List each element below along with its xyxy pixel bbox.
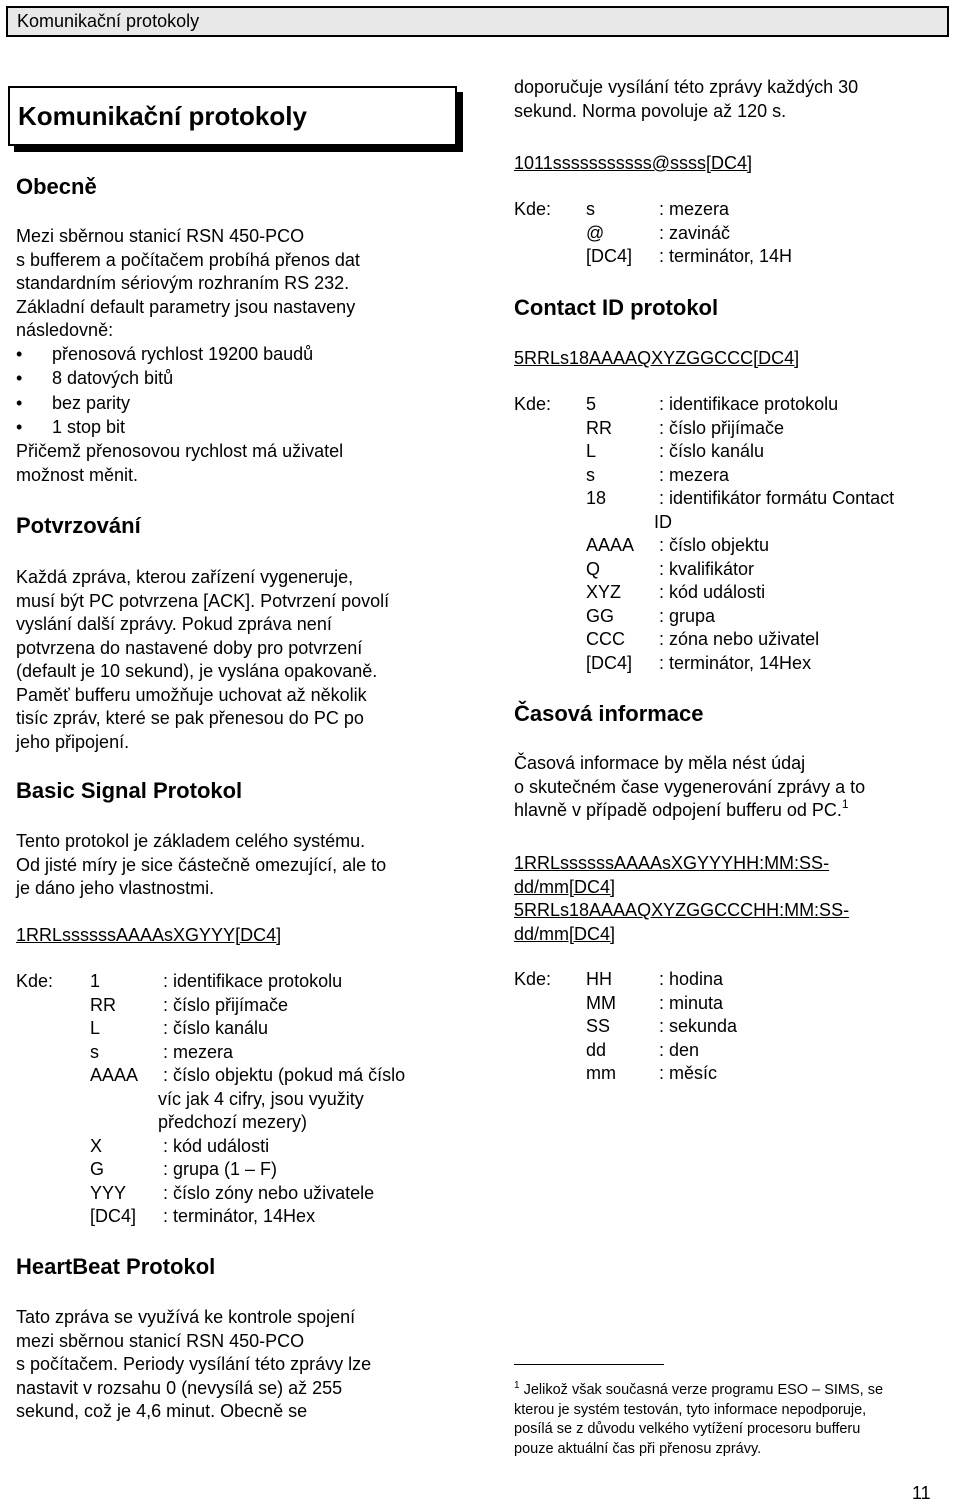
field-code: HH bbox=[586, 969, 612, 989]
field-code: Q bbox=[586, 558, 601, 579]
contact-format: 5RRLs18AAAAQXYZGGCCC[DC4] bbox=[514, 348, 800, 368]
field-code: XYZ bbox=[586, 582, 622, 602]
text-line: sekund. Norma povoluje až 120 s. bbox=[514, 100, 787, 121]
field-row bbox=[514, 245, 944, 269]
field-code: G bbox=[90, 1159, 105, 1179]
text-line: Přičemž přenosovou rychlost má uživatel bbox=[16, 441, 344, 461]
text-line: možnost měnit. bbox=[16, 464, 139, 485]
field-code: CCC bbox=[586, 629, 625, 649]
section-heading-heartbeat: HeartBeat Protokol bbox=[16, 1254, 216, 1279]
field-code: [DC4] bbox=[90, 1206, 137, 1226]
field-code: GG bbox=[586, 605, 615, 626]
field-description: ID bbox=[654, 511, 672, 532]
field-row bbox=[16, 970, 466, 994]
field-description: : grupa bbox=[659, 605, 716, 626]
text-line: o skutečném čase vygenerování zprávy a to bbox=[514, 776, 866, 797]
text-line: následovně: bbox=[16, 320, 114, 340]
footnote-mark: 1 bbox=[514, 1380, 520, 1391]
text-line: doporučuje vysílání této zprávy každých 30 bbox=[514, 77, 859, 97]
obecne-bullet-list bbox=[16, 342, 313, 439]
field-code: s bbox=[90, 1041, 99, 1062]
section-heading-basic: Basic Signal Protokol bbox=[16, 778, 243, 803]
text-line: Tento protokol je základem celého systému. bbox=[16, 831, 366, 851]
field-row bbox=[514, 534, 944, 558]
field-description: : číslo zóny nebo uživatele bbox=[163, 1182, 375, 1203]
bullet-item: • bez parity bbox=[16, 391, 313, 415]
field-description: : zóna nebo uživatel bbox=[659, 629, 820, 649]
kde-label: Kde: bbox=[16, 971, 54, 991]
footnote-text bbox=[514, 1382, 883, 1457]
field-row bbox=[16, 1064, 466, 1088]
section-heading-casova: Časová informace bbox=[514, 701, 704, 726]
section-heading-contact-id: Contact ID protokol bbox=[514, 295, 719, 320]
field-description: : minuta bbox=[659, 992, 724, 1013]
field-code: 1 bbox=[90, 971, 101, 991]
field-row bbox=[514, 558, 944, 582]
casova-formats bbox=[514, 852, 849, 946]
bullet-item: • přenosová rychlost 19200 baudů bbox=[16, 342, 313, 366]
text-line: dd/mm[DC4] bbox=[514, 923, 616, 944]
field-description: : číslo objektu bbox=[659, 535, 770, 555]
heartbeat-fields bbox=[514, 198, 944, 269]
text-line: (default je 10 sekund), je vyslána opakovaně. bbox=[16, 661, 378, 681]
text-line: posílá se z důvodu velkého vytížení procesoru bufferu bbox=[514, 1421, 861, 1437]
kde-label: Kde: bbox=[514, 199, 552, 219]
field-description: : grupa (1 – F) bbox=[163, 1159, 278, 1179]
field-code: [DC4] bbox=[586, 246, 633, 266]
section-heading-obecne: Obecně bbox=[16, 174, 97, 199]
page-header: Komunikační protokoly bbox=[6, 6, 949, 37]
field-description: : číslo přijímače bbox=[163, 994, 289, 1015]
text-line: Od jisté míry je sice částečně omezující, ale to bbox=[16, 854, 387, 875]
field-description: : terminátor, 14Hex bbox=[659, 652, 812, 673]
text-line: s počítačem. Periody vysílání této zprávy lze bbox=[16, 1354, 372, 1374]
text-line: potvrzena do nastavené doby pro potvrzení bbox=[16, 637, 363, 658]
field-description: : identifikace protokolu bbox=[659, 394, 839, 414]
field-code: mm bbox=[586, 1063, 616, 1083]
text-line: sekund, což je 4,6 minut. Obecně se bbox=[16, 1401, 308, 1421]
field-row bbox=[16, 1111, 466, 1135]
field-row bbox=[514, 968, 944, 992]
field-description: : kvalifikátor bbox=[659, 558, 755, 579]
text-line: mezi sběrnou stanicí RSN 450-PCO bbox=[16, 1330, 305, 1351]
field-description: : mezera bbox=[659, 464, 730, 485]
text-line: Tato zpráva se využívá ke kontrole spojení bbox=[16, 1307, 356, 1327]
field-row bbox=[16, 1205, 466, 1229]
heartbeat-text-continued bbox=[514, 76, 858, 123]
text-line: vyslání další zprávy. Pokud zpráva není bbox=[16, 614, 332, 634]
text-line: Časová informace by měla nést údaj bbox=[514, 753, 806, 773]
text-line: hlavně v případě odpojení bufferu od PC. bbox=[514, 800, 842, 820]
field-description: : kód události bbox=[163, 1135, 270, 1156]
field-code: s bbox=[586, 199, 595, 219]
field-description: : sekunda bbox=[659, 1016, 738, 1036]
text-line: pouze aktuální čas při přenosu zprávy. bbox=[514, 1440, 762, 1457]
field-row bbox=[514, 652, 944, 676]
field-description: : číslo přijímače bbox=[659, 417, 785, 438]
field-row bbox=[514, 464, 944, 488]
text-line: Paměť bufferu umožňuje uchovat až několik bbox=[16, 684, 367, 705]
contact-fields bbox=[514, 393, 944, 675]
basic-format: 1RRLssssssAAAAsXGYYY[DC4] bbox=[16, 925, 282, 945]
text-line: Každá zpráva, kterou zařízení vygeneruje, bbox=[16, 567, 354, 587]
field-row bbox=[16, 994, 466, 1018]
text-line: nastavit v rozsahu 0 (nevysílá se) až 255 bbox=[16, 1377, 343, 1398]
text-line: 5RRLs18AAAAQXYZGGCCCHH:MM:SS- bbox=[514, 900, 850, 920]
field-row bbox=[16, 1088, 466, 1112]
field-description: : zavináč bbox=[659, 222, 731, 243]
footnote-reference[interactable]: 1 bbox=[841, 797, 849, 811]
text-line: jeho připojení. bbox=[16, 731, 130, 752]
bullet-item: • 1 stop bit bbox=[16, 415, 313, 439]
field-row bbox=[514, 1062, 944, 1086]
field-row bbox=[514, 628, 944, 652]
field-code: [DC4] bbox=[586, 652, 633, 673]
field-description: : číslo kanálu bbox=[163, 1018, 269, 1038]
field-code: L bbox=[586, 441, 597, 461]
heartbeat-format: 1011sssssssssss@ssss[DC4] bbox=[514, 153, 752, 173]
bullet-item: • 8 datových bitů bbox=[16, 366, 313, 390]
casova-fields bbox=[514, 968, 944, 1086]
field-description: : hodina bbox=[659, 969, 724, 989]
field-description: : číslo objektu (pokud má číslo bbox=[163, 1065, 406, 1085]
field-code: AAAA bbox=[586, 535, 635, 555]
field-description: předchozí mezery) bbox=[158, 1112, 308, 1132]
text-line: Základní default parametry jsou nastaveny bbox=[16, 296, 356, 317]
kde-label: Kde: bbox=[514, 394, 552, 414]
field-row bbox=[514, 417, 944, 441]
obecne-intro bbox=[16, 225, 360, 343]
field-description: víc jak 4 cifry, jsou využity bbox=[158, 1088, 364, 1109]
field-code: MM bbox=[586, 992, 616, 1013]
obecne-outro bbox=[16, 440, 343, 487]
field-row bbox=[16, 1158, 466, 1182]
field-code: AAAA bbox=[90, 1065, 139, 1085]
field-row bbox=[16, 1041, 466, 1065]
field-row bbox=[16, 1182, 466, 1206]
section-heading-potvrzovani: Potvrzování bbox=[16, 513, 141, 538]
field-code: X bbox=[90, 1135, 103, 1156]
field-description: : terminátor, 14H bbox=[659, 246, 793, 266]
basic-text bbox=[16, 830, 386, 901]
field-row bbox=[16, 1017, 466, 1041]
field-description: : kód události bbox=[659, 582, 766, 602]
text-line: dd/mm[DC4] bbox=[514, 876, 616, 897]
field-code: 18 bbox=[586, 488, 607, 508]
field-description: : mezera bbox=[163, 1041, 234, 1062]
field-code: 5 bbox=[586, 394, 597, 414]
potvrzovani-text bbox=[16, 566, 389, 754]
heartbeat-text bbox=[16, 1306, 371, 1424]
text-line: Jelikož však současná verze programu ESO – SIMS, se bbox=[523, 1382, 884, 1398]
field-description: : měsíc bbox=[659, 1063, 718, 1083]
footnote bbox=[514, 1381, 944, 1459]
field-description: : den bbox=[659, 1039, 700, 1060]
field-row bbox=[514, 581, 944, 605]
field-row bbox=[514, 1015, 944, 1039]
kde-label: Kde: bbox=[514, 969, 552, 989]
text-line: musí být PC potvrzena [ACK]. Potvrzení povolí bbox=[16, 590, 390, 611]
field-code: RR bbox=[90, 994, 116, 1015]
page-number: 11 bbox=[912, 1483, 931, 1503]
text-line: Mezi sběrnou stanicí RSN 450-PCO bbox=[16, 226, 305, 246]
field-row bbox=[514, 440, 944, 464]
field-description: : identifikátor formátu Contact bbox=[659, 488, 895, 508]
field-code: L bbox=[90, 1018, 101, 1038]
field-code: SS bbox=[586, 1016, 611, 1036]
text-line: s bufferem a počítačem probíhá přenos dat bbox=[16, 249, 360, 270]
field-row bbox=[514, 1039, 944, 1063]
text-line: 1RRLssssssAAAAsXGYYYHH:MM:SS- bbox=[514, 853, 830, 873]
field-description: : mezera bbox=[659, 199, 730, 219]
field-row bbox=[514, 222, 944, 246]
field-description: : číslo kanálu bbox=[659, 441, 765, 461]
field-description: : terminátor, 14Hex bbox=[163, 1206, 316, 1226]
field-row bbox=[514, 198, 944, 222]
field-row bbox=[514, 605, 944, 629]
text-line: tisíc zpráv, které se pak přenesou do PC po bbox=[16, 708, 364, 728]
footnote-divider bbox=[514, 1364, 664, 1365]
field-row bbox=[514, 487, 944, 511]
field-code: @ bbox=[586, 222, 605, 243]
field-code: s bbox=[586, 464, 595, 485]
field-row bbox=[16, 1135, 466, 1159]
field-description: : identifikace protokolu bbox=[163, 971, 343, 991]
field-code: YYY bbox=[90, 1182, 127, 1203]
text-line: standardním sériovým rozhraním RS 232. bbox=[16, 273, 350, 293]
field-code: RR bbox=[586, 417, 612, 438]
field-row bbox=[514, 511, 944, 535]
casova-text bbox=[514, 752, 865, 823]
text-line: kterou je systém testován, tyto informace nepodporuje, bbox=[514, 1401, 867, 1418]
field-row bbox=[514, 393, 944, 417]
text-line: je dáno jeho vlastnostmi. bbox=[16, 878, 215, 898]
field-code: dd bbox=[586, 1039, 607, 1060]
basic-fields bbox=[16, 970, 466, 1229]
field-row bbox=[514, 992, 944, 1016]
main-title: Komunikační protokoly bbox=[8, 86, 457, 146]
